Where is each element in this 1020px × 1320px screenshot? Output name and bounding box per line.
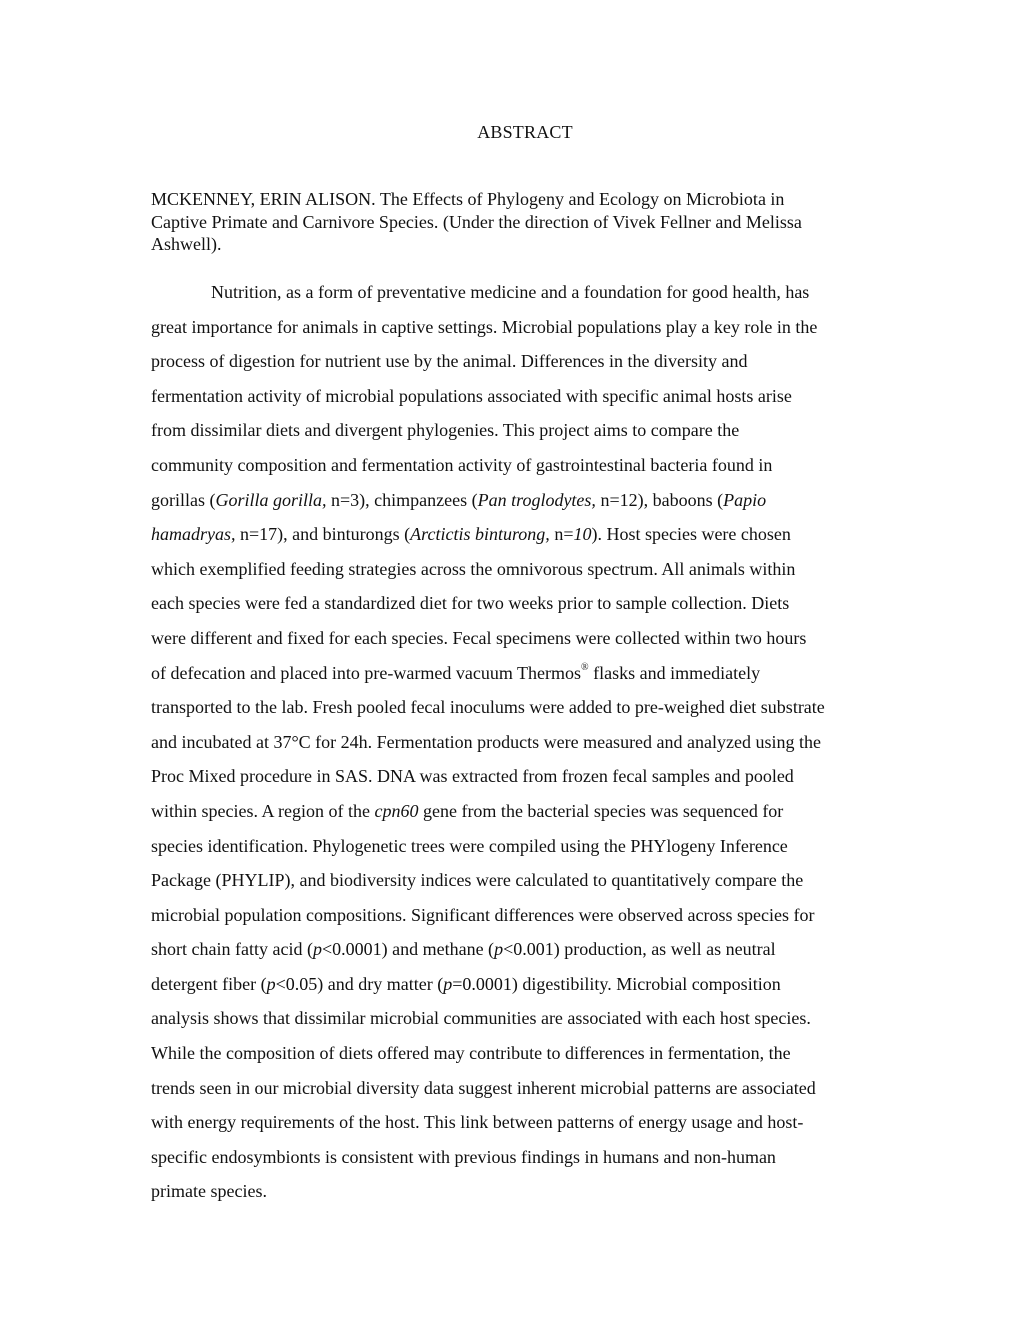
text-run: <0.0001) and methane (: [321, 939, 495, 960]
text-run: Nutrition, as a form of preventative medicine and a foundation for good health, has: [211, 282, 810, 302]
text-run: from dissimilar diets and divergent phylogenies. This project aims to compare the: [151, 420, 740, 441]
body-line: [151, 1001, 903, 1036]
text-run: community composition and fermentation activity of gastrointestinal bacteria found in: [151, 454, 773, 475]
text-run: microbial population compositions. Significant differences were observed across species for: [151, 904, 815, 925]
body-line: [151, 275, 903, 310]
body-line: [151, 863, 903, 898]
body-line: [151, 932, 903, 967]
text-run: within species. A region of the: [151, 800, 375, 821]
body-line: [151, 759, 903, 794]
italic-text: p: [312, 939, 322, 960]
citation-line: MCKENNEY, ERIN ALISON. The Effects of Phylogeny and Ecology on Microbiota in: [151, 189, 785, 209]
body-line: [151, 1140, 903, 1175]
text-run: n=: [549, 524, 574, 545]
text-run: detergent fiber (: [151, 973, 267, 994]
text-run: Package (PHYLIP), and biodiversity indices were calculated to quantitatively compare the: [151, 870, 804, 891]
text-run: short chain fatty acid (: [151, 939, 313, 960]
citation-line: Captive Primate and Carnivore Species. (Under the direction of Vivek Fellner and Melissa: [151, 211, 802, 232]
body-line: [151, 1174, 903, 1209]
text-run: n=3), chimpanzees (: [326, 489, 478, 510]
italic-text: cpn60: [374, 800, 419, 821]
registered-mark: ®: [581, 661, 589, 673]
italic-text: p: [443, 973, 453, 994]
body-line: [151, 656, 903, 691]
abstract-body: [151, 275, 903, 1209]
body-line: [151, 621, 903, 656]
text-run: transported to the lab. Fresh pooled fecal inoculums were added to pre-weighed diet substrate: [151, 697, 825, 718]
body-line: [151, 344, 903, 379]
text-run: fermentation activity of microbial populations associated with specific animal hosts arise: [151, 385, 792, 406]
body-line: [151, 483, 903, 518]
italic-text: p: [266, 973, 276, 994]
italic-text: hamadryas,: [151, 524, 236, 545]
body-line: [151, 552, 903, 587]
text-run: n=17), and binturongs (: [235, 524, 411, 545]
body-line: [151, 725, 903, 760]
italic-text: 10: [573, 524, 592, 545]
text-run: each species were fed a standardized diet for two weeks prior to sample collection. Diets: [151, 593, 790, 614]
body-line: [151, 1036, 903, 1071]
text-run: species identification. Phylogenetic trees were compiled using the PHYlogeny Inference: [151, 835, 788, 856]
text-run: and incubated at 37°C for 24h. Fermentation products were measured and analyzed using the: [151, 731, 821, 752]
body-line: [151, 829, 903, 864]
italic-text: Papio: [723, 489, 767, 510]
body-line: [151, 413, 903, 448]
text-run: <0.001) production, as well as neutral: [503, 939, 776, 960]
text-run: gorillas (: [151, 489, 216, 510]
italic-text: Gorilla gorilla,: [215, 489, 327, 510]
text-run: which exemplified feeding strategies across the omnivorous spectrum. All animals within: [151, 558, 796, 579]
citation-line: Ashwell).: [151, 234, 222, 254]
citation-block: [151, 188, 891, 256]
text-run: trends seen in our microbial diversity data suggest inherent microbial patterns are associated: [151, 1077, 816, 1098]
body-line: [151, 310, 903, 345]
body-line: [151, 690, 903, 725]
body-line: [151, 1105, 903, 1140]
body-line: [151, 794, 903, 829]
body-line: [151, 1071, 903, 1106]
text-run: While the composition of diets offered may contribute to differences in fermentation, the: [151, 1043, 791, 1064]
body-line: [151, 517, 903, 552]
body-line: [151, 586, 903, 621]
text-run: of defecation and placed into pre-warmed vacuum Thermos: [151, 662, 581, 683]
text-run: n=12), baboons (: [595, 489, 724, 510]
text-run: gene from the bacterial species was sequenced for: [418, 800, 784, 821]
text-run: specific endosymbionts is consistent with previous findings in humans and non-human: [151, 1146, 776, 1167]
text-run: <0.05) and dry matter (: [275, 973, 444, 994]
text-run: great importance for animals in captive settings. Microbial populations play a key role in the: [151, 316, 818, 337]
text-run: flasks and immediately: [588, 662, 761, 683]
body-line: [151, 898, 903, 933]
italic-text: p: [494, 939, 504, 960]
text-run: =0.0001) digestibility. Microbial composition: [452, 973, 781, 994]
abstract-heading: ABSTRACT: [477, 122, 573, 142]
text-run: ). Host species were chosen: [591, 524, 791, 545]
text-run: primate species.: [151, 1181, 267, 1202]
body-line: [151, 379, 903, 414]
text-run: analysis shows that dissimilar microbial communities are associated with each host species.: [151, 1008, 811, 1029]
text-run: with energy requirements of the host. This link between patterns of energy usage and host-: [151, 1112, 804, 1133]
text-run: Proc Mixed procedure in SAS. DNA was extracted from frozen fecal samples and pooled: [151, 766, 794, 787]
body-line: [151, 448, 903, 483]
text-run: were different and fixed for each species. Fecal specimens were collected within two hours: [151, 627, 807, 648]
italic-text: Pan troglodytes,: [477, 489, 596, 510]
text-run: process of digestion for nutrient use by the animal. Differences in the diversity and: [151, 351, 748, 372]
italic-text: Arctictis binturong,: [410, 524, 550, 545]
body-line: [151, 967, 903, 1002]
